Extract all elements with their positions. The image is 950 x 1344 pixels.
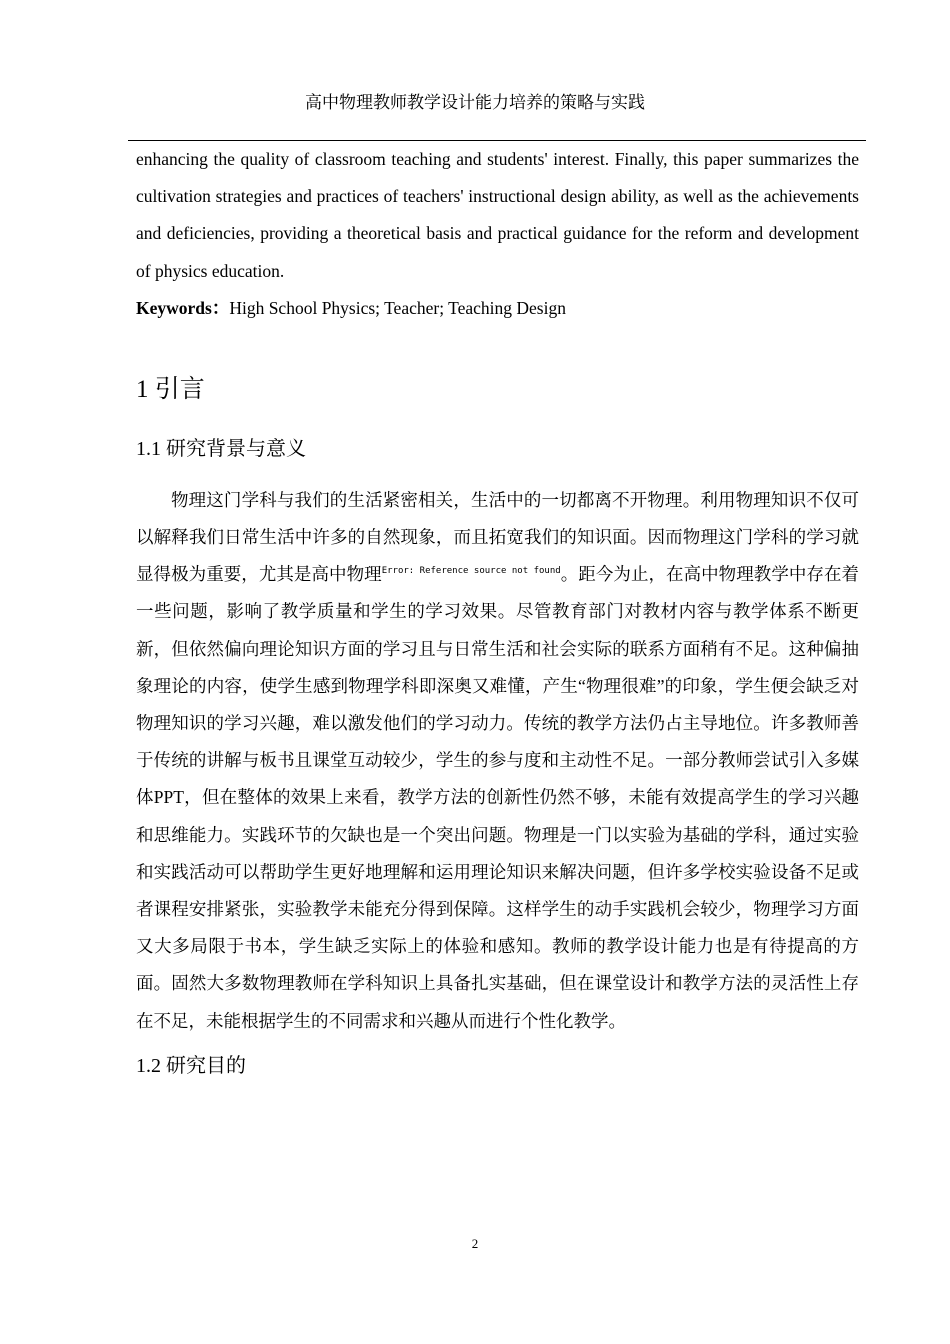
section-heading-introduction: 1 引言 [136, 375, 205, 403]
keywords-label: Keywords： [136, 297, 230, 318]
background-text-part2: 。距今为止，在高中物理教学中存在着一些问题，影响了教学质量和学生的学习效果。尽管教育部门对教材内容与教学体系不断更新，但依然偏向理论知识方面的学习且与日常生活和社会实际的联系方面稍有不足。这种偏抽象理论的内容，使学生感到物理学科即深奥又难懂，产生“物理很难”的印象，学生便会缺乏对物理知识的学习兴趣，难以激发他们的学习动力。传统的教学方法仍占主导地位。许多教师善于传统的讲解与板书且课堂互动较少，学生的参与度和主动性不足。一部分教师尝试引入多媒体PPT，但在整体的效果上来看，教学方法的创新性仍然不够，未能有效提高学生的学习兴趣和思维能力。实践环节的欠缺也是一个突出问题。物理是一门以实验为基础的学科，通过实验和实践活动可以帮助学生更好地理解和运用理论知识来解决问题，但许多学校实验设备不足或者课程安排紧张，实验教学未能充分得到保障。这样学生的动手实践机会较少，物理学习方面又大多局限于书本，学生缺乏实际上的体验和感知。教师的教学设计能力也是有待提高的方面。固然大多数物理教师在学科知识上具备扎实基础，但在课堂设计和教学方法的灵活性上存在不足，未能根据学生的不同需求和兴趣从而进行个性化教学。 [136, 564, 860, 1031]
background-paragraph [136, 482, 859, 1040]
keywords-text: High School Physics; Teacher; Teaching Design [229, 297, 566, 318]
abstract-continuation: enhancing the quality of classroom teaching and students' interest. Finally, this paper summarizes the cultivation strategies and practices of teachers' instructional design ability, as well as the achievements and deficiencies, providing a theoretical basis and practical guidance for the reform and development of physics education. [136, 149, 859, 281]
background-text-part1: 物理这门学科与我们的生活紧密相关，生活中的一切都离不开物理。利用物理知识不仅可以解释我们日常生活中许多的自然现象，而且拓宽我们的知识面。因而物理这门学科的学习就显得极为重要，尤其是高中物理 [136, 489, 859, 585]
reference-error-note: Error: Reference source not found [381, 566, 561, 577]
page-content [136, 141, 859, 1084]
running-header: 高中物理教师教学设计能力培养的策略与实践 [305, 93, 645, 112]
page-number: 2 [471, 1236, 479, 1251]
subsection-heading-purpose: 1.2 研究目的 [136, 1054, 246, 1077]
subsection-heading-background: 1.1 研究背景与意义 [136, 437, 306, 460]
keywords-line [136, 290, 859, 327]
